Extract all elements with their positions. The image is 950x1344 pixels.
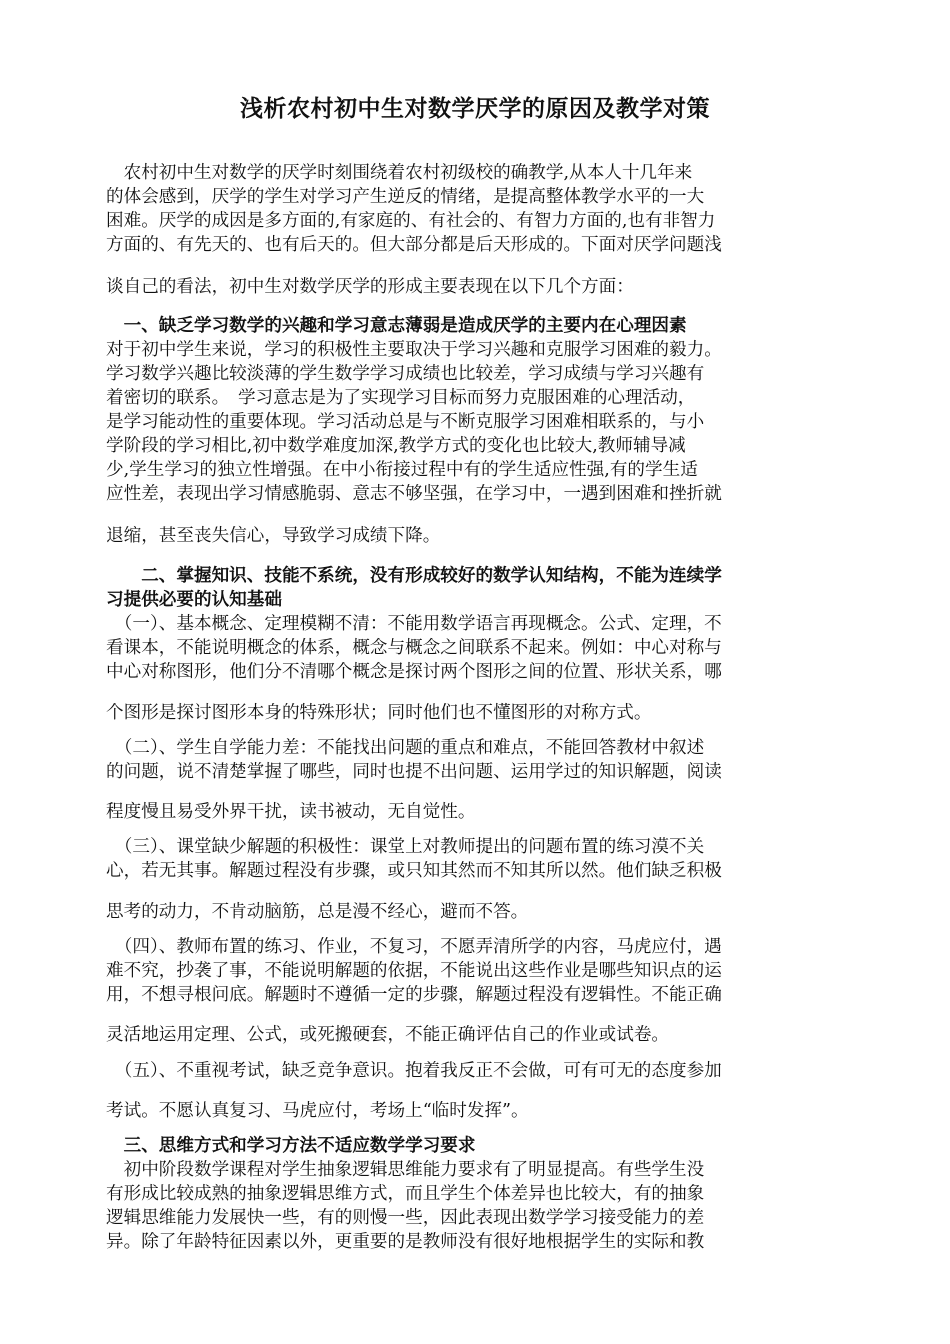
paragraph-line: 困难。厌学的成因是多方面的,有家庭的、有社会的、有智力方面的,也有非智力 — [106, 211, 716, 231]
paragraph-line: 思考的动力，不肯动脑筋，总是漫不经心，避而不答。 — [106, 902, 529, 922]
paragraph-line: （一）、基本概念、定理模糊不清：不能用数学语言再现概念。公式、定理，不 — [106, 614, 722, 634]
paragraph-line: 逻辑思维能力发展快一些，有的则慢一些，因此表现出数学学习接受能力的差 — [106, 1208, 705, 1228]
paragraph-line: 谈自己的看法，初中生对数学厌学的形成主要表现在以下几个方面： — [106, 277, 634, 297]
paragraph-line: 异。除了年龄特征因素以外，更重要的是教师没有很好地根据学生的实际和教 — [106, 1232, 705, 1252]
paragraph-line: 考试。不愿认真复习、马虎应付，考场上“临时发挥”。 — [106, 1101, 529, 1121]
section-heading-2: 二、掌握知识、技能不系统，没有形成较好的数学认知结构，不能为连续学 — [106, 566, 722, 586]
paragraph-line: 的体会感到，厌学的学生对学习产生逆反的情绪，是提高整体教学水平的一大 — [106, 187, 705, 207]
paragraph-line: 初中阶段数学课程对学生抽象逻辑思维能力要求有了明显提高。有些学生没 — [106, 1160, 705, 1180]
paragraph-line: 退缩，甚至丧失信心，导致学习成绩下降。 — [106, 526, 441, 546]
paragraph-line: 是学习能动性的重要体现。学习活动总是与不断克服学习困难相联系的，与小 — [106, 412, 705, 432]
paragraph-line: 着密切的联系。 学习意志是为了实现学习目标而努力克服困难的心理活动， — [106, 388, 696, 408]
paragraph-line: （五）、不重视考试，缺乏竞争意识。抱着我反正不会做，可有可无的态度参加 — [106, 1061, 722, 1081]
paragraph-line: （四）、教师布置的练习、作业，不复习，不愿弄清所学的内容，马虎应付，遇 — [106, 937, 722, 957]
section-heading-1: 一、缺乏学习数学的兴趣和学习意志薄弱是造成厌学的主要内在心理因素 — [106, 316, 687, 336]
paragraph-line: 方面的、有先天的、也有后天的。但大部分都是后天形成的。下面对厌学问题浅 — [106, 235, 722, 255]
paragraph-line: 中心对称图形，他们分不清哪个概念是探讨两个图形之间的位置、形状关系，哪 — [106, 662, 722, 682]
paragraph-line: 心，若无其事。解题过程没有步骤，或只知其然而不知其所以然。他们缺乏积极 — [106, 861, 722, 881]
paragraph-line: 用，不想寻根问底。解题时不遵循一定的步骤，解题过程没有逻辑性。不能正确 — [106, 985, 722, 1005]
paragraph-line: 的问题，说不清楚掌握了哪些，同时也提不出问题、运用学过的知识解题，阅读 — [106, 762, 722, 782]
section-heading-3: 三、思维方式和学习方法不适应数学学习要求 — [106, 1136, 476, 1156]
paragraph-line: 个图形是探讨图形本身的特殊形状；同时他们也不懂图形的对称方式。 — [106, 703, 652, 723]
paragraph-line: 应性差，表现出学习情感脆弱、意志不够坚强，在学习中，一遇到困难和挫折就 — [106, 484, 722, 504]
section-heading-2-cont: 习提供必要的认知基础 — [106, 590, 282, 610]
paragraph-line: 农村初中生对数学的厌学时刻围绕着农村初级校的确教学,从本人十几年来 — [106, 163, 693, 183]
paragraph-line: 难不究，抄袭了事，不能说明解题的依据，不能说出这些作业是哪些知识点的运 — [106, 961, 722, 981]
paragraph-line: 灵活地运用定理、公式，或死搬硬套，不能正确评估自己的作业或试卷。 — [106, 1025, 670, 1045]
paragraph-line: 少,学生学习的独立性增强。在中小衔接过程中有的学生适应性强,有的学生适 — [106, 460, 698, 480]
paragraph-line: （二）、学生自学能力差：不能找出问题的重点和难点，不能回答教材中叙述 — [106, 738, 705, 758]
document-title: 浅析农村初中生对数学厌学的原因及教学对策 — [240, 96, 710, 122]
paragraph-line: （三）、课堂缺少解题的积极性：课堂上对教师提出的问题布置的练习漠不关 — [106, 837, 705, 857]
paragraph-line: 程度慢且易受外界干扰，读书被动，无自觉性。 — [106, 802, 476, 822]
paragraph-line: 对于初中学生来说，学习的积极性主要取决于学习兴趣和克服学习困难的毅力。 — [106, 340, 722, 360]
paragraph-line: 看课本，不能说明概念的体系，概念与概念之间联系不起来。例如：中心对称与 — [106, 638, 722, 658]
paragraph-line: 有形成比较成熟的抽象逻辑思维方式，而且学生个体差异也比较大，有的抽象 — [106, 1184, 705, 1204]
paragraph-line: 学阶段的学习相比,初中数学难度加深,教学方式的变化也比较大,教师辅导减 — [106, 436, 686, 456]
paragraph-line: 学习数学兴趣比较淡薄的学生数学学习成绩也比较差，学习成绩与学习兴趣有 — [106, 364, 705, 384]
